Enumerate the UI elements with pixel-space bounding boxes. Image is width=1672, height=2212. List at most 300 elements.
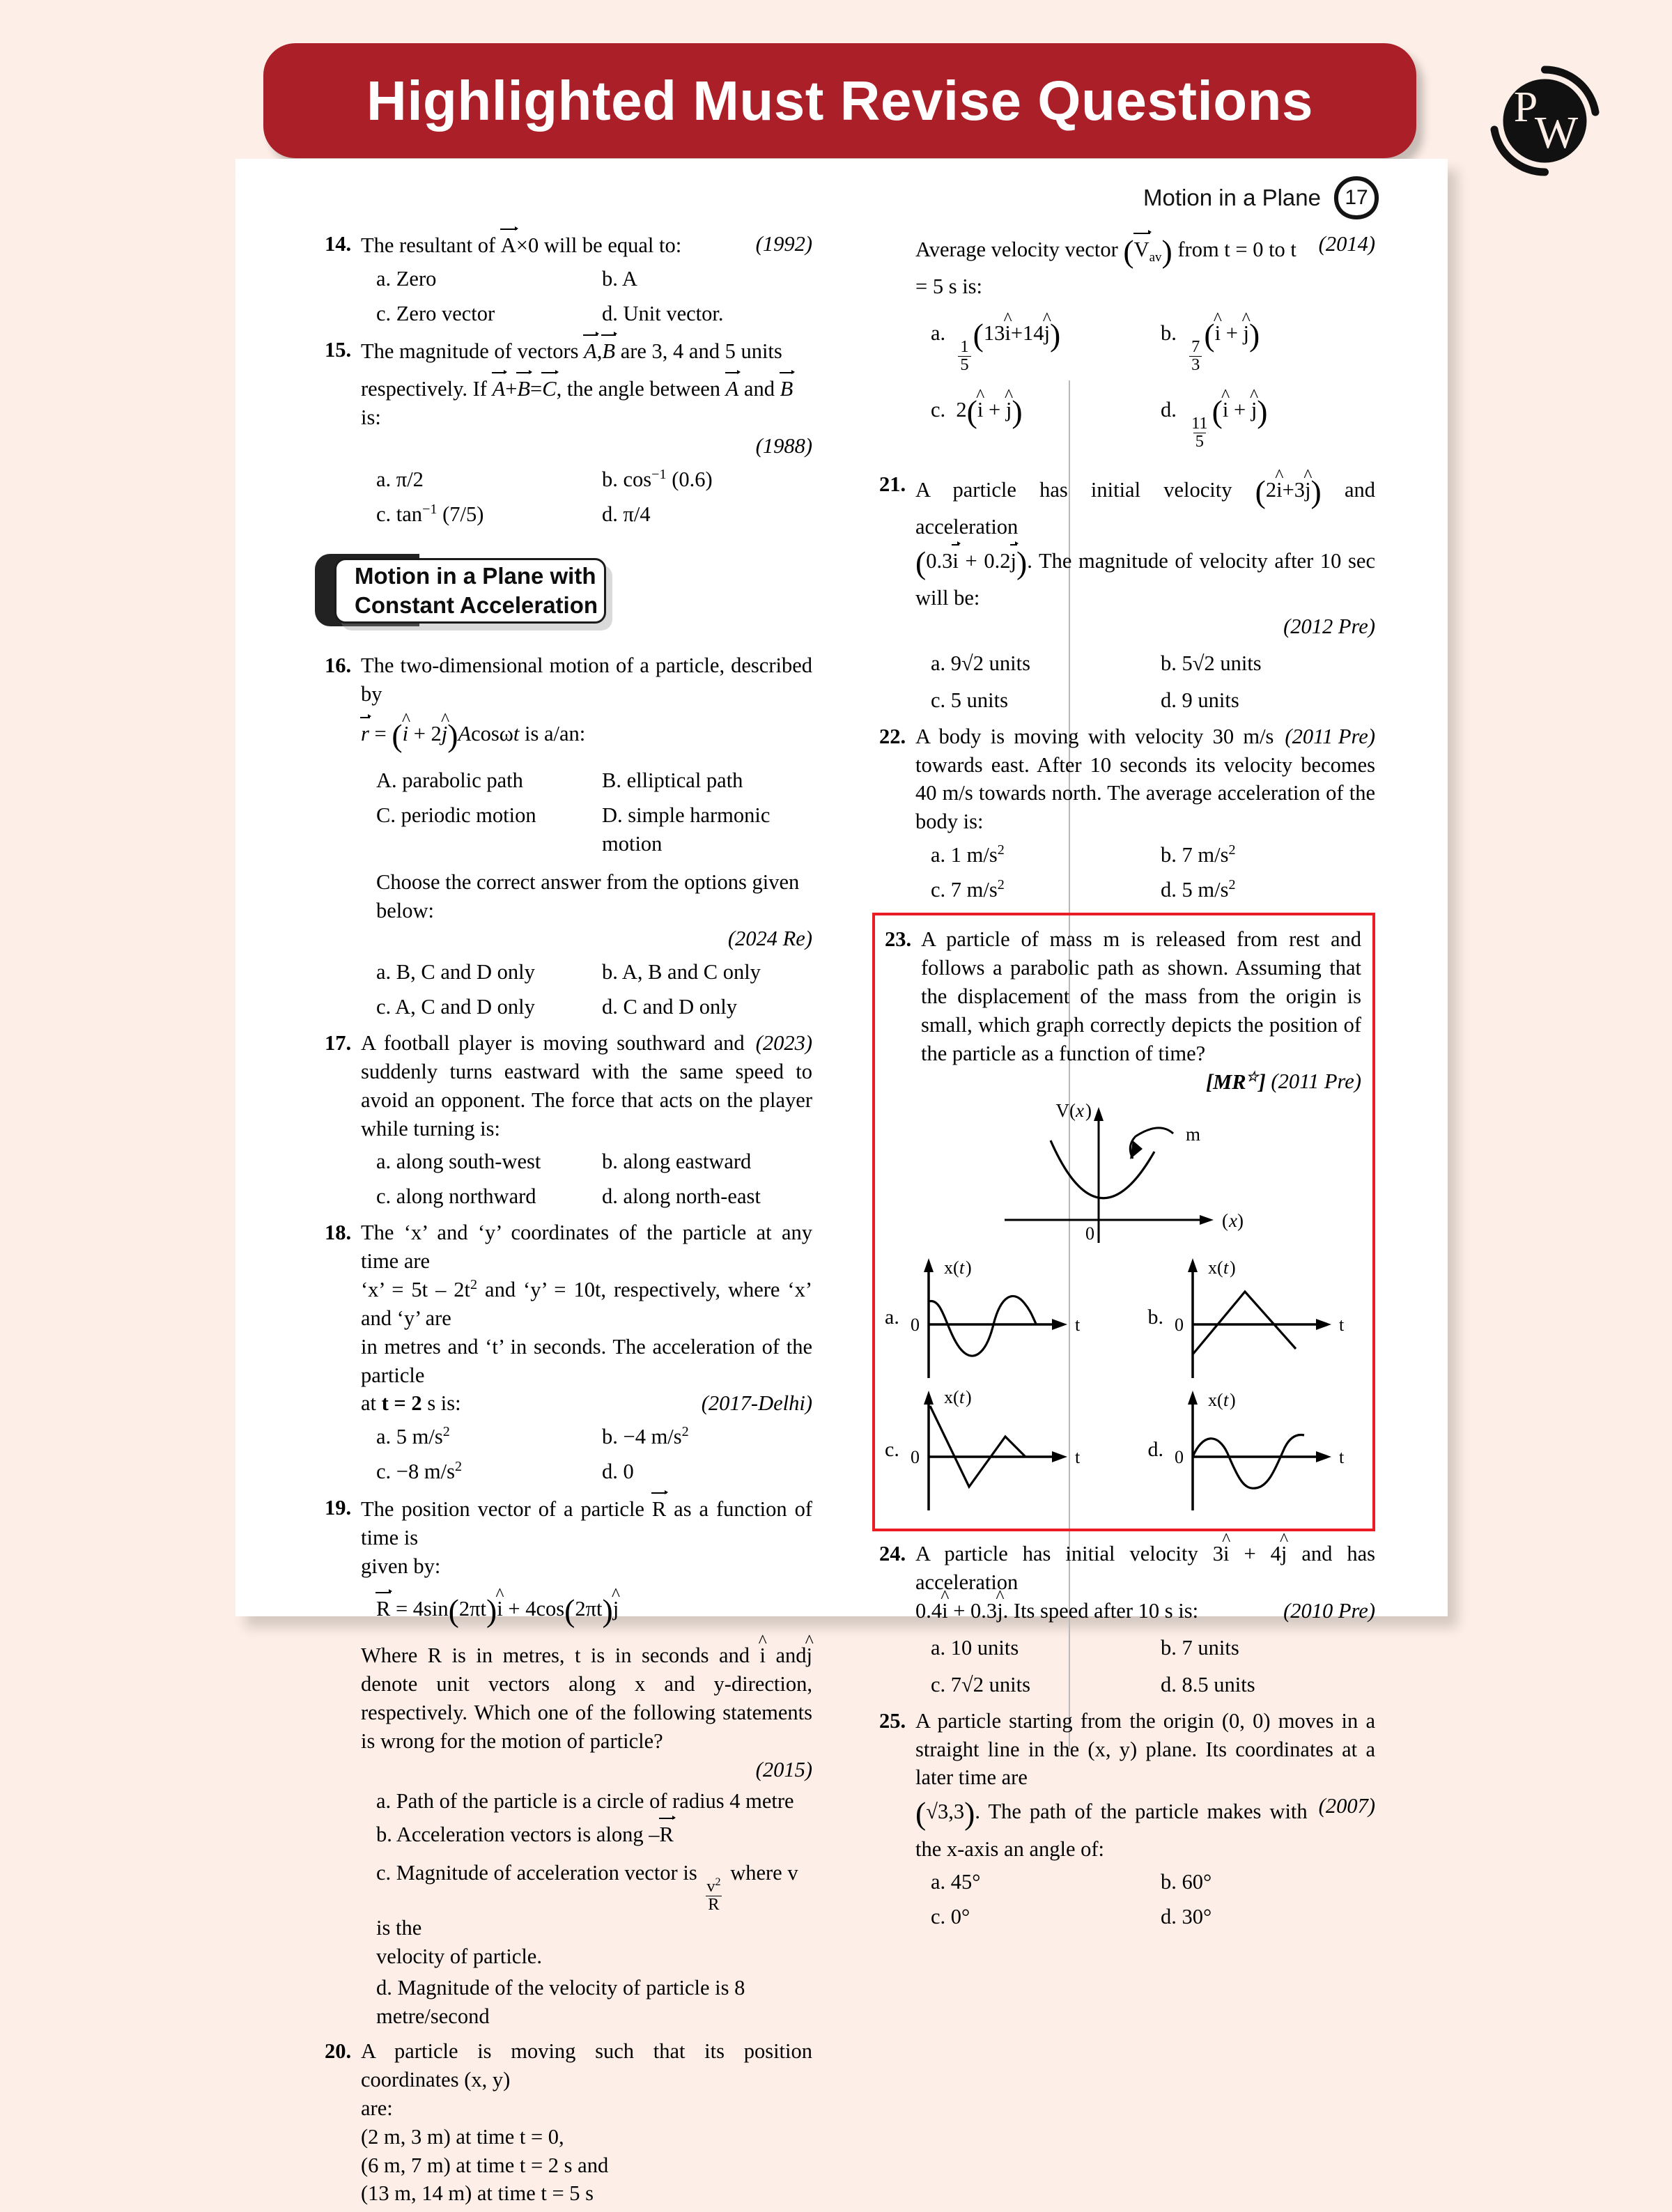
q18-options-row2 [361, 1457, 812, 1487]
q20c-line: (2014) Average velocity vector $(V_{av})$ from t = 0 to t = 5 s is: [915, 230, 1375, 301]
question-number: 25. [879, 1708, 906, 1733]
unit-j: ^ j [1006, 396, 1012, 424]
option-b[interactable]: b. −4 $m/s^2$ [602, 1424, 689, 1449]
question-18 [325, 1219, 812, 1487]
option-c-sup: 2 [454, 1459, 463, 1475]
option-c-value: 7√2 units [950, 1672, 1030, 1696]
option-d[interactable]: d. Unit vector. [602, 301, 724, 325]
q18-line-3: in metres and ‘t’ in seconds. The acceleration of the particle [361, 1334, 812, 1387]
vector-B: B [517, 373, 530, 403]
q16-formula: r = (^ i + 2^ j)Acosωt is a/an: [361, 714, 812, 757]
frac-num-sup: 2 [715, 1875, 721, 1888]
option-c-value: −8 m/s [396, 1460, 455, 1484]
option-b[interactable]: b. 7 units [1161, 1636, 1239, 1660]
option-d-sup: 2 [1228, 877, 1236, 893]
q16-text: The two-dimensional motion of a particle, described by [361, 653, 812, 706]
q21-text-c: . The magnitude of velocity after 10 sec will be: [915, 548, 1376, 610]
question-number: 24. [879, 1542, 906, 1566]
option-c-text-2: where v is the [376, 1861, 798, 1940]
q21-text-b: and acceleration [915, 477, 1375, 539]
option-d-value: 9 units [1182, 688, 1239, 712]
mr-tag [1206, 1070, 1266, 1094]
option-b-value: −4 m/s [623, 1425, 682, 1449]
q15-text-b: are 3, 4 and 5 units [615, 339, 782, 363]
option-c-value: 7 m/s [950, 878, 998, 902]
frac-denominator: 3 [1189, 356, 1202, 374]
chip-box [334, 558, 606, 624]
graph-option-d[interactable] [1148, 1384, 1362, 1516]
question-year: (2015) [755, 1757, 812, 1781]
option-b-sup: 2 [681, 1424, 689, 1440]
q20-line-4: (6 m, 7 m) at time t = 2 s and [361, 2153, 609, 2177]
banner-title: Highlighted Must Revise Questions [366, 69, 1313, 132]
frac-denominator: 5 [958, 356, 970, 374]
q15-text-e: and [738, 377, 780, 401]
option-a[interactable]: a. $\frac{1}{5}$ (13^ i+14^ j) [915, 314, 1145, 373]
option-a[interactable]: a. 1 $m/s^2$ [931, 842, 1005, 867]
q17-text [361, 1029, 812, 1143]
question-23 [885, 925, 1361, 1096]
option-b-minus: – [649, 1823, 660, 1847]
option-a-value: 1 m/s [950, 843, 998, 867]
q15-options-row2 [361, 500, 812, 530]
unit-j: ^ j [442, 720, 447, 748]
chapter-title: Motion in a Plane [1143, 185, 1321, 210]
q18-x-expr: ‘x’ = 5t – 2t [361, 1277, 471, 1301]
vector-R: R [376, 1593, 390, 1623]
question-year: (2012 Pre) [1283, 614, 1375, 639]
suboption-B[interactable]: B. elliptical path [602, 768, 743, 793]
option-d[interactable]: d. 0 [602, 1460, 634, 1484]
frac-numerator: 1 [960, 337, 969, 356]
unit-j: ^ j [1244, 319, 1249, 348]
svg-text:t: t [1074, 1315, 1081, 1336]
q18-line-1: The ‘x’ and ‘y’ coordinates of the particle at any time are [361, 1221, 812, 1273]
option-b-value: 60° [1182, 1870, 1212, 1894]
vector-j: j [1011, 546, 1016, 575]
q21-text-a: A particle has initial velocity [915, 477, 1255, 502]
unit-i: ^ i [942, 1597, 947, 1625]
option-b[interactable]: b. 60° [1161, 1870, 1212, 1894]
svg-text:(: ( [1222, 1210, 1228, 1232]
fraction-v2-over-R [704, 1877, 722, 1914]
q16-options-row1 [361, 958, 812, 988]
frac-numerator: 11 [1191, 414, 1208, 433]
option-c[interactable]: c. 7√2 units [931, 1672, 1030, 1696]
option-b-base: cos [623, 467, 652, 492]
svg-text:t: t [959, 1387, 965, 1408]
vector-A: A [726, 373, 739, 403]
q14-text-2: ×0 [516, 233, 539, 257]
q16-formula-tail: is a/an: [519, 721, 586, 745]
option-c-value: 0° [950, 1905, 970, 1929]
option-d[interactable]: d. 9 units [1161, 688, 1239, 712]
q20c-text-a: Average velocity vector [915, 237, 1124, 261]
option-a-value: 5 m/s [396, 1425, 443, 1449]
option-d-value: 5 m/s [1182, 878, 1229, 902]
svg-text:): ) [1230, 1390, 1236, 1411]
q15-line-1: The magnitude of vectors A,B are 3, 4 and 5 units [361, 336, 812, 366]
q19-line-2: given by: [361, 1554, 441, 1579]
option-c[interactable]: c. −8 $m/s^2$ [376, 1459, 463, 1484]
option-a[interactable]: a. along south-west [376, 1150, 541, 1174]
option-d[interactable]: d. C and D only [602, 995, 738, 1019]
option-c-sup: −1 [422, 502, 438, 518]
option-graphs [885, 1251, 1361, 1516]
frac-denominator: R [706, 1896, 721, 1914]
option-d[interactable]: d. $\frac{11}{5}$ (^ i + ^ j) [1145, 390, 1375, 450]
q25-options-row2 [915, 1903, 1375, 1933]
left-column [325, 230, 812, 2212]
option-a-value: 45° [950, 1870, 981, 1894]
q17-options-row1 [361, 1147, 812, 1177]
option-a[interactable]: a. 45° [931, 1870, 981, 1894]
option-d[interactable]: d. π/4 [602, 502, 651, 527]
mr-star-icon: ☆ [1246, 1069, 1259, 1085]
origin-label: 0 [1085, 1223, 1094, 1244]
q24-line-2: (2010 Pre) 0.4^ i + 0.3^ j. Its speed after 10 s is: [915, 1597, 1375, 1625]
option-a[interactable]: a. B, C and D only [376, 960, 535, 984]
question-year: (1992) [755, 232, 812, 256]
question-22 [879, 722, 1375, 906]
question-year: (2007) [1318, 1794, 1375, 1818]
chip-line-1: Motion in a Plane with [355, 562, 596, 589]
q21-line-2: (0.3i + 0.2j). The magnitude of velocity after 10 sec will be: [915, 544, 1376, 610]
q20-line-3: (2 m, 3 m) at time t = 0, [361, 2124, 564, 2149]
option-c-text-1: c. Magnitude of acceleration vector is [376, 1861, 703, 1885]
q18-tail: s is: [421, 1391, 461, 1416]
q25-options-row1 [915, 1868, 1375, 1898]
option-a-sup: 2 [997, 842, 1005, 858]
question-number: 23. [885, 927, 912, 952]
q18-y-expr: and ‘y’ = 10t, respectively, where ‘x’ and ‘y’ are [361, 1277, 812, 1330]
question-14 [325, 230, 812, 330]
graph-option-a[interactable] [885, 1251, 1097, 1384]
q20c-options-row2 [915, 390, 1375, 451]
option-a-sup: 2 [442, 1424, 450, 1440]
vector-R: R [660, 1819, 674, 1849]
avg-velocity-subscript: av [1149, 249, 1162, 265]
svg-text:t: t [1339, 1315, 1345, 1336]
question-year: (2023) [755, 1030, 812, 1055]
q20-line-2: are: [361, 2096, 393, 2120]
unit-j: ^ j [1044, 319, 1050, 348]
option-a[interactable]: a. 10 units [931, 1636, 1019, 1660]
fraction [1189, 339, 1202, 374]
suboption-D[interactable]: D. simple harmonic motion [602, 803, 771, 856]
mass-label: m [1186, 1124, 1201, 1145]
graph-option-b[interactable] [1148, 1251, 1362, 1384]
option-d[interactable]: d. 30° [1161, 1905, 1212, 1929]
question-number: 16. [325, 653, 352, 678]
option-d[interactable]: d. 5 $m/s^2$ [1161, 877, 1236, 902]
option-c-value: 5 units [950, 688, 1008, 712]
option-b[interactable]: b. 5√2 units [1161, 651, 1262, 675]
q19-para-c: denote unit vectors along x and y-direction, respectively. Which one of the following statements is wrong for the motion of particle? [361, 1672, 812, 1753]
avg-velocity-symbol: V [1134, 234, 1150, 264]
vector-A: A [501, 230, 516, 260]
q18-time: t = 2 [381, 1391, 422, 1416]
question-19 [325, 1494, 812, 2031]
q22-options-row1 [915, 841, 1375, 871]
option-c[interactable] [361, 1859, 812, 1970]
option-c[interactable]: c. 0° [931, 1905, 970, 1929]
fraction [1189, 415, 1210, 451]
highlight-banner [263, 43, 1416, 158]
option-d-value: 8.5 units [1182, 1672, 1255, 1696]
q17-body: A football player is moving southward and suddenly turns eastward with the same speed to avoid an opponent. The force that acts on the player while turning is: [361, 1030, 812, 1140]
vector-B: B [780, 373, 794, 403]
q15-text-f: is: [361, 405, 381, 430]
q14-options-row2 [361, 300, 812, 330]
question-number: 20. [325, 2039, 352, 2064]
question-15 [325, 336, 812, 530]
svg-text:0: 0 [910, 1447, 920, 1468]
option-b-value: 7 m/s [1182, 843, 1229, 867]
q17-options-row2 [361, 1182, 812, 1212]
vector-i: i [952, 546, 958, 575]
question-year: (2011 Pre) [1285, 724, 1375, 748]
question-17 [325, 1029, 812, 1212]
q16-suboptions-row1 [361, 766, 812, 796]
graph-c-key: c. [885, 1438, 899, 1462]
svg-text:0: 0 [1175, 1315, 1184, 1336]
question-16 [325, 651, 812, 1023]
option-b[interactable]: b. $\cos^{-1} (0.6)$ [602, 467, 713, 492]
chip-line-2: Constant Acceleration [355, 592, 598, 619]
q15-text-c: respectively. If [361, 377, 493, 401]
question-number: 22. [879, 724, 906, 748]
svg-text:t: t [1223, 1258, 1229, 1278]
option-d-value: π/4 [623, 502, 651, 527]
option-c[interactable]: c. 7 $m/s^2$ [931, 877, 1005, 902]
q22-options-row2 [915, 876, 1375, 906]
graph-option-c[interactable] [885, 1384, 1097, 1516]
q21-options-row1 [915, 649, 1375, 679]
question-number: 17. [325, 1030, 352, 1055]
unit-j: ^ j [613, 1595, 619, 1623]
q20c-options-row1 [915, 314, 1375, 375]
unit-i: ^ i [497, 1595, 502, 1623]
question-year: (2011 Pre) [1271, 1069, 1361, 1094]
option-a[interactable]: a. π/2 [376, 467, 424, 492]
q19-line-1 [361, 1494, 812, 1552]
vector-r: r [361, 718, 369, 748]
svg-text:0: 0 [1175, 1447, 1184, 1468]
vector-A: A [584, 336, 597, 366]
mr-tag-close: ] [1258, 1069, 1266, 1094]
unit-i: ^ i [403, 720, 408, 748]
q24-options-row2 [915, 1671, 1375, 1701]
svg-text:): ) [1237, 1210, 1244, 1232]
question-number: 14. [325, 232, 352, 256]
option-b[interactable]: b. A, B and C only [602, 960, 761, 984]
q23-tag-line [921, 1067, 1361, 1096]
svg-text:x(: x( [1208, 1258, 1223, 1278]
option-b-value: 5√2 units [1182, 651, 1262, 675]
q19-para-b: and [766, 1643, 807, 1668]
q19-para-a: Where R is in metres, t is in seconds and [361, 1643, 760, 1668]
q18-options-row1 [361, 1423, 812, 1453]
frac-numerator: 7 [1191, 337, 1200, 356]
q16-options-row2 [361, 993, 812, 1023]
option-a-value: π/2 [396, 467, 424, 492]
q24-options-row1 [915, 1634, 1375, 1664]
q18-x-sup: 2 [470, 1276, 478, 1292]
q21-line-1: A particle has initial velocity (2^ i+3^ j) and acceleration [915, 470, 1375, 541]
question-24 [879, 1540, 1375, 1700]
graph-d-key: d. [1147, 1438, 1163, 1462]
option-a[interactable]: a. 5 $m/s^2$ [376, 1424, 450, 1449]
q20-line-1: A particle is moving such that its position coordinates (x, y) [361, 2039, 812, 2092]
svg-text:): ) [965, 1387, 972, 1408]
option-b-value: 7 units [1182, 1636, 1239, 1660]
option-c[interactable]: c. 5 units [931, 688, 1008, 712]
question-number: 15. [325, 337, 352, 362]
option-b-text: b. Acceleration vectors is along [376, 1823, 649, 1847]
frac-denominator: 5 [1193, 433, 1206, 451]
q20-line-5: (13 m, 14 m) at time t = 5 s [361, 2181, 594, 2206]
option-c-sup: 2 [997, 877, 1005, 893]
q19-text-b: as a function of time is [361, 1497, 812, 1550]
vector-C: C [542, 373, 556, 403]
q15-options-row1 [361, 465, 812, 495]
q24-text-a: A particle has initial velocity [915, 1542, 1213, 1566]
q22-body: A body is moving with velocity 30 m/s towards east. After 10 seconds its velocity becomes 40 m/s towards north. The average acceleration of the body is: [915, 724, 1375, 834]
unit-j: ^ j [1251, 396, 1257, 424]
svg-text:x(: x( [943, 1387, 959, 1408]
option-b[interactable] [361, 1819, 812, 1849]
q15-text-d: the angle between [562, 377, 726, 401]
fraction [958, 339, 970, 374]
option-b-arg: (0.6) [666, 467, 713, 492]
option-c[interactable]: c. $\tan^{-1} (7/5)$ [376, 502, 484, 527]
q19-text-a: The position vector of a particle [361, 1497, 652, 1522]
vector-B: B [602, 336, 615, 366]
svg-text:t: t [1339, 1447, 1345, 1468]
option-a[interactable]: a. Path of the particle is a circle of radius 4 metre [376, 1789, 794, 1813]
mr-tag-open: [MR [1205, 1069, 1246, 1094]
q18-line-4 [361, 1389, 812, 1418]
question-21 [879, 470, 1375, 716]
q18-line-2 [361, 1276, 812, 1333]
q24-text-c: . Its speed after 10 s is: [1003, 1599, 1199, 1623]
question-year: (1988) [755, 434, 812, 458]
section-chip [315, 554, 606, 626]
question-number: 21. [879, 472, 906, 496]
q19-formula: R = 4sin(2πt)^ i + 4cos(2πt)^ j [361, 1589, 812, 1632]
option-d-value: 30° [1182, 1905, 1212, 1929]
svg-text:x(: x( [1208, 1390, 1223, 1411]
option-a[interactable]: a. Zero [376, 266, 437, 291]
pw-logo [1484, 60, 1606, 182]
option-c[interactable]: c. 2(^ i + ^ j) [915, 390, 1145, 450]
svg-text:P: P [1513, 84, 1538, 131]
q22-text [915, 722, 1375, 836]
page-number-badge [1333, 176, 1379, 219]
unit-i: ^ i [1223, 396, 1228, 424]
unit-i: ^ i [977, 396, 983, 424]
option-b-sup: 2 [1228, 842, 1236, 858]
svg-text:t: t [959, 1258, 965, 1278]
q21-options-row2 [915, 686, 1375, 716]
vector-A: A [493, 373, 506, 403]
svg-text:x: x [1076, 1100, 1084, 1122]
option-c-arg: (7/5) [437, 502, 484, 527]
q14-options-row1 [361, 265, 812, 295]
question-year: (2017-Delhi) [701, 1391, 812, 1416]
q23-text: A particle of mass m is released from rest and follows a parabolic path as shown. Assuming that the displacement of the mass from the origin is small, which graph correctly depicts the position of the particle as a function of time? [921, 927, 1361, 1065]
svg-text:W: W [1534, 107, 1579, 158]
option-a-value: 9√2 units [950, 651, 1030, 675]
potential-well-figure [885, 1100, 1361, 1250]
svg-text:): ) [965, 1258, 972, 1278]
option-c[interactable]: c. Zero vector [376, 301, 495, 325]
option-b[interactable]: b. $\frac{7}{3}$ (^ i + ^ j) [1145, 314, 1375, 373]
q24-line-1: A particle has initial velocity 3^ i + 4^ j and has acceleration [915, 1540, 1375, 1597]
q14-text-1: The resultant of [361, 233, 501, 257]
suboption-A[interactable]: A. parabolic path [376, 768, 523, 793]
vector-R: R [652, 1494, 666, 1524]
frac-numerator: v [706, 1876, 715, 1896]
q18-at: at [361, 1391, 382, 1416]
unit-i: ^ i [1276, 476, 1282, 504]
unit-j: ^ j [1281, 1540, 1287, 1568]
svg-text:t: t [1074, 1447, 1081, 1468]
option-d[interactable]: d. along north-east [602, 1184, 761, 1209]
option-d[interactable]: d. 8.5 units [1161, 1672, 1255, 1696]
q25-line-2: (2007) (√3,3). The path of the particle makes with the x-axis an angle of: [915, 1792, 1375, 1863]
unit-i: ^ i [760, 1641, 766, 1670]
graph-a-key: a. [885, 1306, 899, 1329]
option-b-sup: −1 [651, 467, 667, 483]
graph-b-key: b. [1147, 1306, 1163, 1329]
unit-j: ^ j [1305, 476, 1310, 504]
question-number: 18. [325, 1221, 352, 1245]
option-d[interactable]: d. Magnitude of the velocity of particle is 8 metre/second [376, 1976, 745, 2029]
option-b[interactable]: b. along eastward [602, 1150, 752, 1174]
svg-text:): ) [1085, 1100, 1092, 1122]
q25-coordinate: √3,3 [926, 1800, 965, 1824]
option-d-value: 0 [623, 1460, 634, 1484]
unit-i: ^ i [1215, 319, 1221, 348]
option-c[interactable]: c. A, C and D only [376, 995, 535, 1019]
svg-text:t: t [1223, 1390, 1229, 1411]
right-column [879, 230, 1375, 1937]
unit-j: ^ j [807, 1641, 812, 1670]
q16-suboptions-row2 [361, 801, 812, 860]
question-25 [879, 1707, 1375, 1933]
option-c-base: tan [396, 502, 423, 527]
question-year: (2014) [1318, 232, 1375, 256]
page-number: 17 [1345, 186, 1368, 209]
q15-line-2: respectively. If A+B=C, the angle between A and B is: [361, 373, 812, 432]
q20c-text-b: from t = 0 to t = 5 s is: [915, 237, 1296, 299]
svg-text:): ) [1230, 1258, 1236, 1278]
graph-row-cd [885, 1384, 1361, 1516]
question-year: (2024 Re) [727, 927, 812, 951]
option-b[interactable]: b. 7 $m/s^2$ [1161, 842, 1236, 867]
option-a-value: 10 units [950, 1636, 1019, 1660]
option-a[interactable]: a. 9√2 units [931, 651, 1030, 675]
suboption-C[interactable]: C. periodic motion [376, 803, 536, 827]
question-year: (2010 Pre) [1283, 1599, 1375, 1623]
option-c[interactable]: c. along northward [376, 1184, 536, 1209]
svg-text:x: x [1229, 1210, 1237, 1232]
option-b[interactable]: b. A [602, 266, 637, 291]
y-axis-label: V( [1055, 1100, 1076, 1122]
question-20 [325, 2037, 812, 2208]
